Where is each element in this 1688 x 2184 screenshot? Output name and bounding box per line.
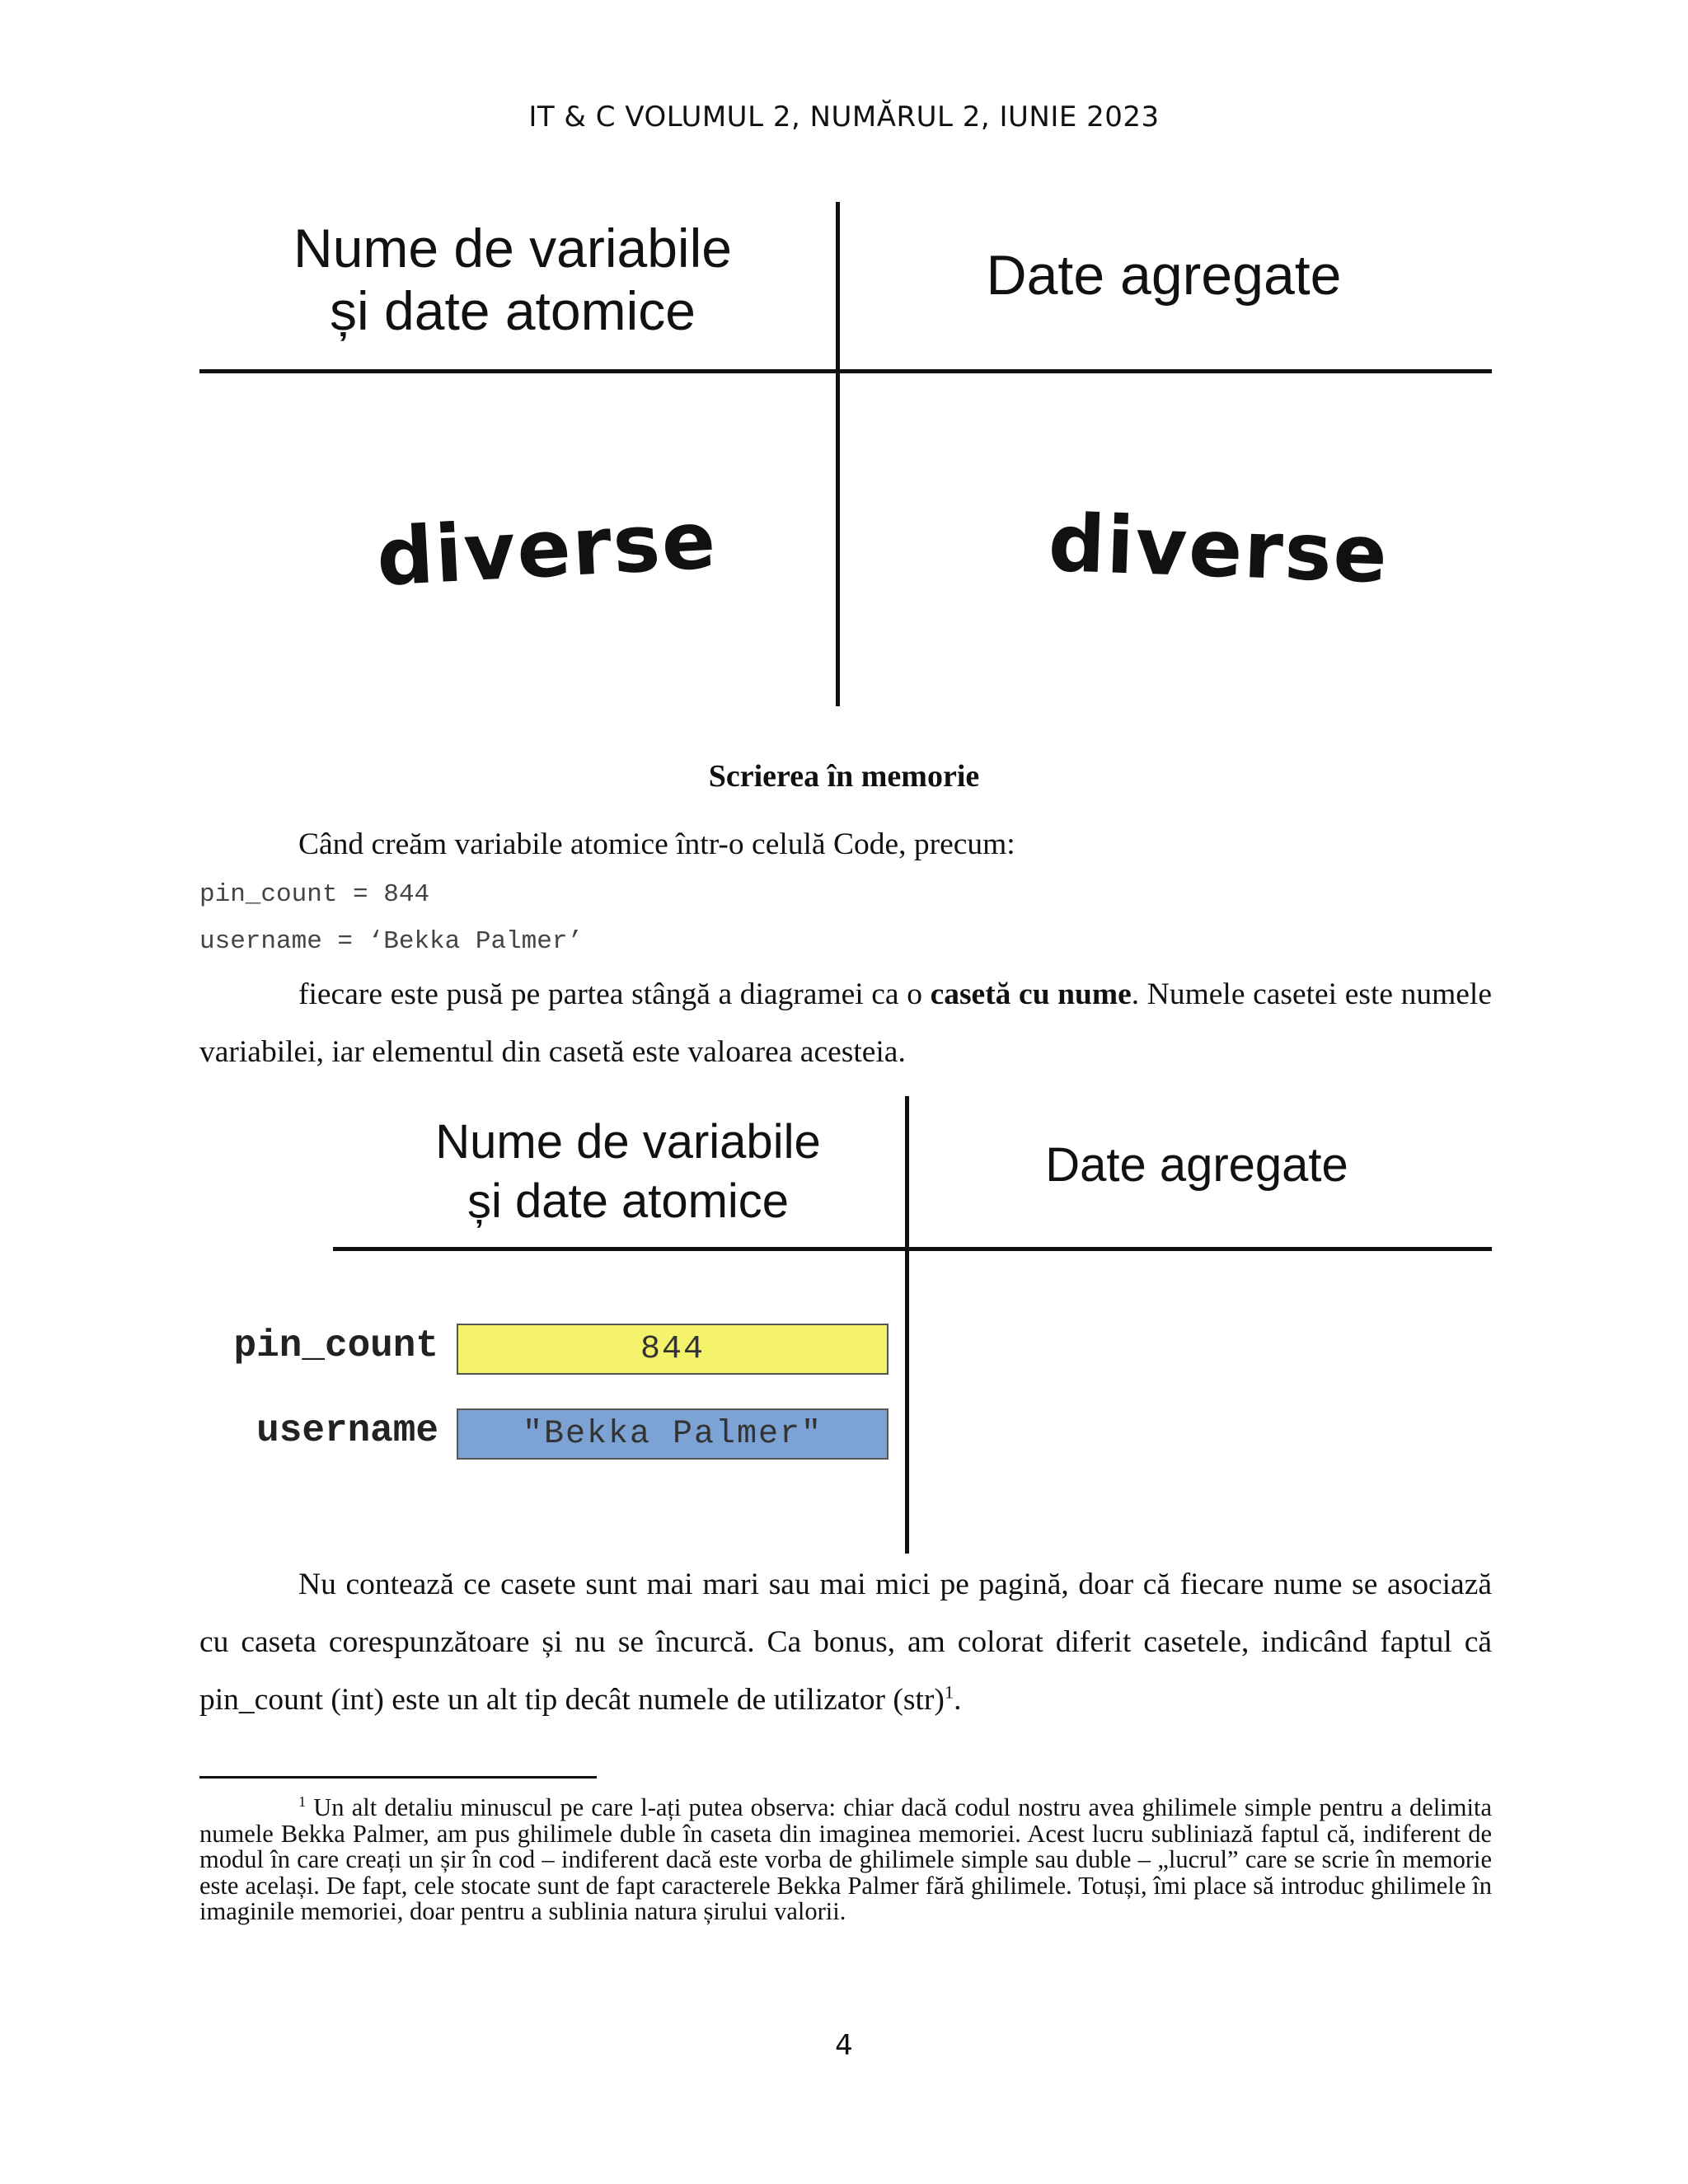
diagram-vertical-divider [836, 202, 840, 706]
code-line-username: username = ‘Bekka Palmer’ [199, 927, 584, 956]
diagram-horizontal-divider [333, 1247, 1492, 1251]
footnote-separator [199, 1776, 597, 1779]
bold-term: casetă cu nume [930, 977, 1132, 1011]
atomic-diverse-label: diverse [374, 494, 720, 604]
paragraph-named-box [199, 966, 1492, 1081]
aggregate-column-heading: Date agregate [1045, 1138, 1348, 1192]
atomic-heading-line2: și date atomice [330, 280, 696, 341]
paragraph-text: Nu contează ce casete sunt mai mari sau mai mici pe pagină, doar că fiecare nume se asociază cu caseta corespunzătoare și nu se încurcă. Ca bonus, am colorat diferit casetele, indicând faptul că pin_count (int) este un alt tip decât numele de utilizator (str) [199, 1568, 1492, 1717]
atomic-heading-line1: Nume de variabile [293, 218, 732, 279]
atomic-column-heading [249, 217, 776, 342]
footnote-reference[interactable]: 1 [944, 1681, 954, 1703]
variable-box-pin-count: 844 [457, 1324, 889, 1375]
memory-diagram-variables [199, 1096, 1492, 1554]
variable-name-pin-count: pin_count [233, 1324, 438, 1367]
aggregate-diverse-label: diverse [1047, 496, 1390, 602]
memory-diagram-overview [199, 202, 1492, 706]
atomic-heading-line2: și date atomice [467, 1174, 790, 1228]
paragraph-text: fiecare este pusă pe partea stângă a diagramei ca o [298, 977, 931, 1011]
paragraph-end: . [954, 1683, 962, 1717]
variable-name-username: username [256, 1409, 438, 1452]
atomic-heading-line1: Nume de variabile [435, 1115, 821, 1169]
paragraph-boxes-explanation [199, 1556, 1492, 1729]
atomic-column-heading [381, 1113, 875, 1231]
code-line-pin-count: pin_count = 844 [199, 880, 430, 909]
running-header: IT & C VOLUMUL 2, NUMĂRUL 2, IUNIE 2023 [528, 101, 1160, 134]
section-title: Scrierea în memorie [708, 759, 980, 794]
diagram-vertical-divider [905, 1096, 909, 1554]
intro-paragraph: Când creăm variabile atomice într-o celulă Code, precum: [298, 827, 1015, 861]
paragraph-text-end: . Numele casetei este numele variabilei, iar elementul din casetă este valoarea acesteia. [199, 977, 1492, 1069]
diagram-horizontal-divider [199, 369, 1492, 373]
variable-box-username: "Bekka Palmer" [457, 1408, 889, 1460]
footnote [199, 1795, 1492, 1925]
footnote-text: Un alt detaliu minuscul pe care l-ați putea observa: chiar dacă codul nostru avea ghilimele simple pentru a delimita numele Bekka Palmer, am pus ghilimele duble în caseta din imaginea memoriei. Acest lucru subliniază faptul că, indiferent de modul în care creați un șir în cod – indiferent dacă este vorba de ghilimele simple sau duble – „lucrul” care se scrie în memorie este același. De fapt, cele stocate sunt de fapt caracterele Bekka Palmer fără ghilimele. Totuși, îmi place să introduc ghilimele în imaginile memoriei, doar pentru a sublinia natura șirului valorii. [199, 1793, 1492, 1925]
page-number: 4 [835, 2029, 853, 2062]
footnote-number: 1 [298, 1793, 307, 1810]
aggregate-column-heading: Date agregate [986, 244, 1342, 307]
